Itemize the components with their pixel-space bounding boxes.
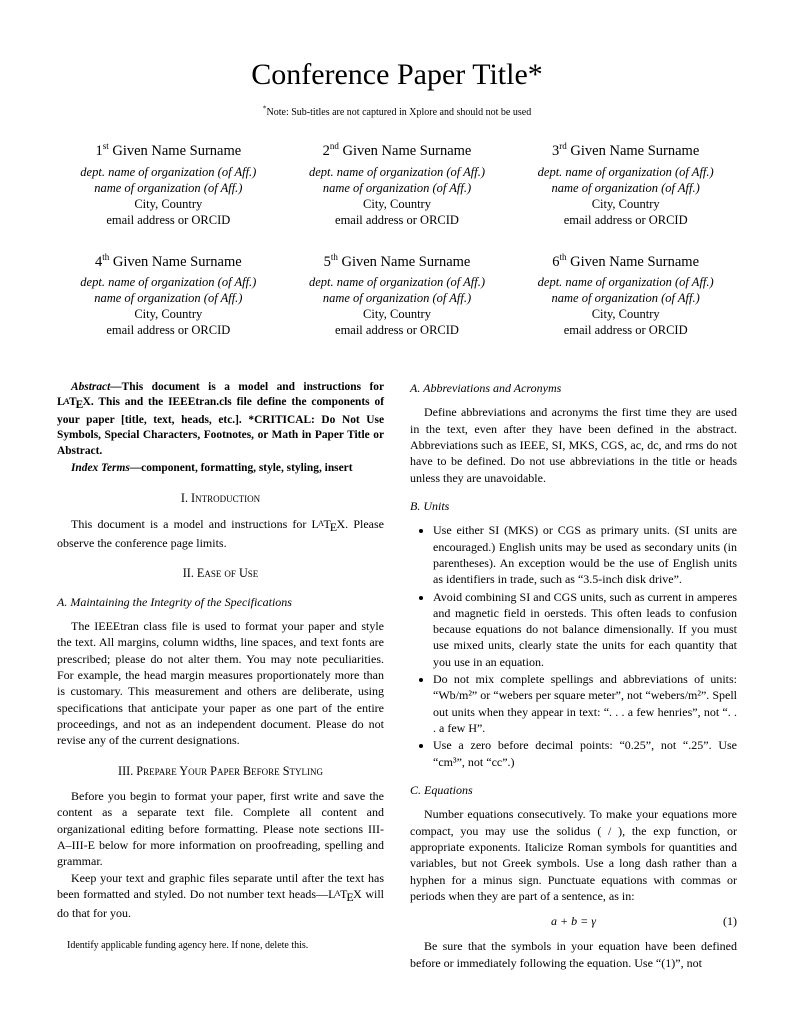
author-name bbox=[514, 142, 737, 161]
two-column-body bbox=[57, 380, 737, 971]
author-name bbox=[286, 253, 509, 272]
index-terms-text: component, formatting, style, styling, insert bbox=[141, 462, 353, 474]
equations-paragraph: Number equations consecutively. To make your equations more compact, you may use the solidus ( / ), the exp function, or appropriate exponents. Italicize Roman symbols for quantities and variables, but not Greek symbols. Use a long dash rather than a hyphen for a minus sign. Punctuate equations with commas or periods when they are part of a sentence, as in: bbox=[410, 807, 737, 903]
author-org: name of organization (of Aff.) bbox=[94, 180, 243, 195]
author-email: email address or ORCID bbox=[563, 212, 688, 227]
author-name bbox=[286, 142, 509, 161]
author-city: City, Country bbox=[363, 196, 431, 211]
author-email: email address or ORCID bbox=[335, 323, 459, 338]
subsection-heading-units: B. Units bbox=[410, 498, 450, 513]
author-city: City, Country bbox=[134, 307, 203, 322]
ordinal-suffix: nd bbox=[329, 141, 339, 152]
author-block-6 bbox=[514, 253, 737, 339]
prepare-paragraph-2: Keep your text and graphic files separate until after the text has been formatted and styled. Do not number text heads—LATEX will do that for you. bbox=[57, 870, 385, 920]
ordinal-suffix: st bbox=[102, 141, 109, 152]
author-org: name of organization (of Aff.) bbox=[94, 291, 243, 306]
author-name bbox=[57, 253, 280, 272]
author-block-1 bbox=[57, 142, 280, 228]
author-city: City, Country bbox=[363, 307, 431, 322]
author-email: email address or ORCID bbox=[106, 323, 231, 338]
units-list-item-3: • Do not mix complete spellings and abbreviations of units: “Wb/m²” or “webers per square meter”, not “webers/m²”. Spell out units when they appear in text: “. . . a few henries”, not “. . . a few H”. bbox=[433, 671, 737, 736]
author-ordinal: 2 bbox=[322, 143, 330, 159]
title-footnote bbox=[57, 103, 737, 118]
author-dept: dept. name of organization (of Aff.) bbox=[80, 164, 257, 179]
ordinal-suffix: th bbox=[559, 251, 567, 262]
author-dept: dept. name of organization (of Aff.) bbox=[80, 275, 257, 290]
units-list-item-4: • Use a zero before decimal points: “0.25”, not “.25”. Use “cm³”, not “cc”.) bbox=[433, 737, 737, 770]
author-block-2 bbox=[286, 142, 509, 228]
author-dept: dept. name of organization (of Aff.) bbox=[537, 164, 714, 179]
units-list-item-2: • Avoid combining SI and CGS units, such as current in amperes and magnetic field in oersteds. This often leads to confusion because equations do not balance dimensionally. If you must use mixed units, clearly state the units for each quantity that you use in an equation. bbox=[433, 589, 737, 671]
author-name-text: Given Name Surname bbox=[566, 253, 700, 270]
author-org: name of organization (of Aff.) bbox=[551, 180, 700, 195]
author-email: email address or ORCID bbox=[106, 212, 231, 227]
left-column bbox=[57, 380, 384, 971]
author-name-text: Given Name Surname bbox=[566, 143, 700, 159]
author-name bbox=[57, 142, 280, 161]
author-name-text: Given Name Surname bbox=[337, 253, 471, 270]
author-ordinal: 1 bbox=[95, 143, 103, 159]
right-column bbox=[410, 380, 737, 971]
section-heading-ease-of-use: II. Ease of Use bbox=[182, 566, 259, 581]
units-list bbox=[410, 522, 737, 770]
funding-footnote: Identify applicable funding agency here. If none, delete this. bbox=[67, 940, 309, 952]
author-email: email address or ORCID bbox=[563, 323, 688, 338]
author-org: name of organization (of Aff.) bbox=[551, 291, 700, 306]
units-list-item-1: • Use either SI (MKS) or CGS as primary units. (SI units are encouraged.) English units may be used as secondary units (in parentheses). An exception would be the use of English units as identifiers in trade, such as “3.5-inch disk drive”. bbox=[433, 522, 737, 587]
author-ordinal: 4 bbox=[94, 253, 103, 270]
abbreviations-paragraph: Define abbreviations and acronyms the first time they are used in the text, even after they have been defined in the abstract. Abbreviations such as IEEE, SI, MKS, CGS, ac, dc, and rms do not have to be defined. Do not use abbreviations in the title or heads unless they are unavoidable. bbox=[410, 405, 737, 485]
prepare-paragraph-1: Before you begin to format your paper, first write and save the content as a separate text file. Complete all content and organizational editing before formatting. Please note sections III-A–III-E below for more information on proofreading, spelling and grammar. bbox=[57, 789, 384, 869]
equation bbox=[410, 913, 737, 929]
author-name bbox=[514, 253, 737, 272]
subsection-heading-equations: C. Equations bbox=[410, 782, 473, 797]
ordinal-suffix: rd bbox=[559, 141, 567, 152]
author-name-text: Given Name Surname bbox=[338, 143, 472, 159]
title-footnote-marker: * bbox=[262, 103, 267, 113]
introduction-paragraph: This document is a model and instructions for LATEX. Please observe the conference page limits. bbox=[57, 516, 384, 550]
author-name-text: Given Name Surname bbox=[108, 143, 242, 159]
author-city: City, Country bbox=[591, 196, 660, 211]
paper-title: Conference Paper Title* bbox=[251, 58, 543, 91]
ease-of-use-paragraph: The IEEEtran class file is used to format your paper and style the text. All margins, column widths, line spaces, and text fonts are prescribed; please do not alter them. You may note peculiarities. For example, the head margin measures proportionately more than is customary. This measurement and others are deliberate, using specifications that anticipate your paper as one part of the entire proceedings, and not as an independent document. Please do not revise any of the current designations. bbox=[57, 619, 384, 748]
author-block-4 bbox=[57, 253, 280, 339]
index-terms-label: Index Terms— bbox=[71, 462, 142, 474]
author-dept: dept. name of organization (of Aff.) bbox=[308, 164, 486, 179]
author-email: email address or ORCID bbox=[335, 212, 459, 227]
title-footnote-text: Note: Sub-titles are not captured in Xplore and should not be used bbox=[266, 107, 532, 118]
index-terms bbox=[57, 461, 384, 476]
author-city: City, Country bbox=[591, 307, 660, 322]
after-equation-paragraph: Be sure that the symbols in your equation have been defined before or immediately following the equation. Use “(1)”, not bbox=[410, 939, 737, 970]
subsection-heading-abbreviations: A. Abbreviations and Acronyms bbox=[410, 381, 562, 396]
section-heading-introduction: I. Introduction bbox=[180, 491, 261, 506]
ordinal-suffix: th bbox=[330, 251, 338, 262]
author-grid bbox=[57, 142, 737, 338]
equation-body: a + b = γ bbox=[551, 914, 596, 929]
author-name-text: Given Name Surname bbox=[109, 253, 242, 270]
author-ordinal: 3 bbox=[552, 143, 560, 159]
author-block-5 bbox=[286, 253, 509, 339]
equation-number: (1) bbox=[723, 914, 737, 929]
section-heading-prepare: III. Prepare Your Paper Before Styling bbox=[118, 763, 323, 778]
abstract-label: Abstract— bbox=[71, 381, 122, 394]
author-dept: dept. name of organization (of Aff.) bbox=[537, 275, 714, 290]
ordinal-suffix: th bbox=[102, 251, 110, 262]
author-ordinal: 5 bbox=[323, 253, 331, 270]
author-city: City, Country bbox=[134, 196, 203, 211]
author-dept: dept. name of organization (of Aff.) bbox=[308, 275, 486, 290]
abstract bbox=[57, 380, 384, 459]
author-org: name of organization (of Aff.) bbox=[322, 180, 472, 195]
abstract-text: This document is a model and instructions for LATEX. This and the IEEEtran.cls file define the components of your paper [title, text, heads, etc.]. *CRITICAL: Do Not Use Symbols, Special Characters, Footnotes, or Math in Paper Title or Abstract. bbox=[57, 381, 384, 457]
author-org: name of organization (of Aff.) bbox=[322, 291, 472, 306]
subsection-heading-integrity: A. Maintaining the Integrity of the Specifications bbox=[57, 594, 292, 609]
author-ordinal: 6 bbox=[552, 253, 560, 270]
author-block-3 bbox=[514, 142, 737, 228]
